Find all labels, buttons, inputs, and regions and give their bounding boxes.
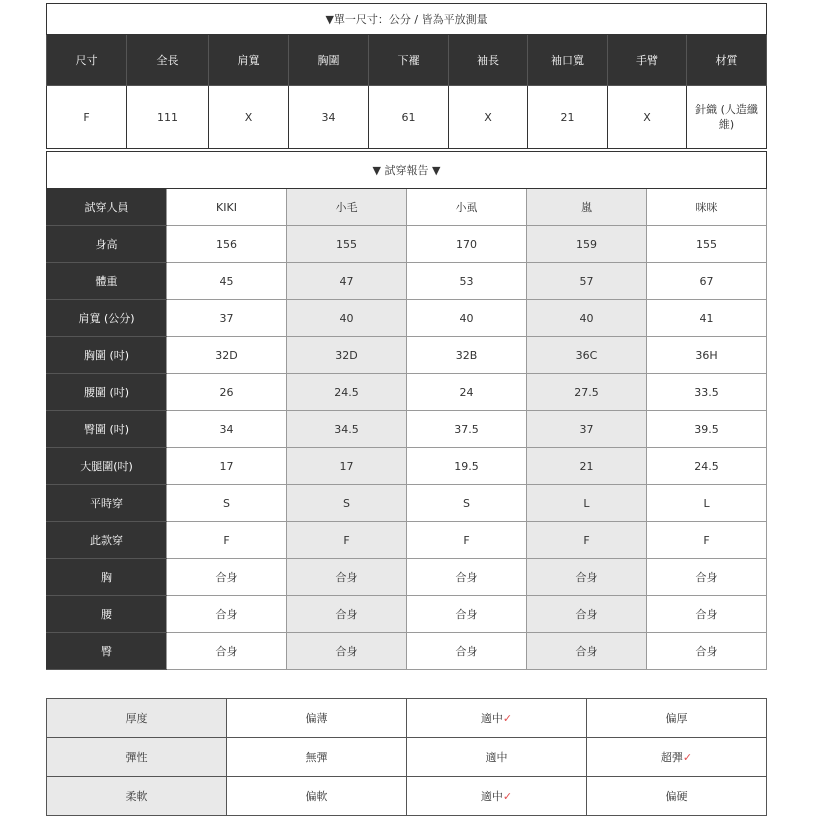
size-value-cell: 34 bbox=[289, 86, 369, 149]
fabric-feel-row bbox=[47, 699, 767, 738]
fabric-feel-label: 柔軟 bbox=[47, 777, 227, 816]
fabric-feel-option bbox=[227, 777, 407, 816]
fit-report-cell: 155 bbox=[287, 226, 407, 263]
fit-report-row bbox=[47, 596, 767, 633]
fit-report-row-label: 肩寬 (公分) bbox=[47, 300, 167, 337]
fabric-feel-table bbox=[46, 698, 767, 816]
fit-report-title: ▼ 試穿報告 ▼ bbox=[47, 152, 767, 189]
fit-report-cell: 57 bbox=[527, 263, 647, 300]
fit-report-cell: 159 bbox=[527, 226, 647, 263]
fit-report-cell: 32D bbox=[287, 337, 407, 374]
fit-report-cell: 小毛 bbox=[287, 189, 407, 226]
fit-report-row-label: 胸圍 (吋) bbox=[47, 337, 167, 374]
size-header-cell: 肩寬 bbox=[209, 35, 289, 86]
fabric-feel-option bbox=[407, 777, 587, 816]
fit-report-row bbox=[47, 633, 767, 670]
fit-report-cell: F bbox=[647, 522, 767, 559]
fit-report-row-label: 腰圍 (吋) bbox=[47, 374, 167, 411]
fit-report-row bbox=[47, 300, 767, 337]
fit-report-row-label: 試穿人員 bbox=[47, 189, 167, 226]
fit-report-cell: 合身 bbox=[287, 559, 407, 596]
fabric-feel-option bbox=[227, 738, 407, 777]
fit-report-cell: 咪咪 bbox=[647, 189, 767, 226]
fit-report-cell: F bbox=[167, 522, 287, 559]
fit-report-cell: 21 bbox=[527, 448, 647, 485]
fit-report-row-label: 大腿圍(吋) bbox=[47, 448, 167, 485]
fit-report-cell: 合身 bbox=[407, 596, 527, 633]
fit-report-cell: 合身 bbox=[167, 596, 287, 633]
size-value-cell: 針織 (人造纖維) bbox=[687, 86, 767, 149]
fabric-feel-row bbox=[47, 777, 767, 816]
fit-report-cell: S bbox=[167, 485, 287, 522]
size-chart-title: ▼單一尺寸：公分 / 皆為平放測量 bbox=[47, 4, 767, 35]
fit-report-row-label: 體重 bbox=[47, 263, 167, 300]
fit-report-cell: 24 bbox=[407, 374, 527, 411]
fabric-feel-option bbox=[407, 738, 587, 777]
fit-report-cell: F bbox=[287, 522, 407, 559]
fabric-feel-option-text: 偏硬 bbox=[665, 790, 688, 803]
fit-report-cell: 39.5 bbox=[647, 411, 767, 448]
fabric-feel-option-text: 超彈 bbox=[660, 751, 683, 764]
fit-report-cell: 17 bbox=[167, 448, 287, 485]
fit-report-cell: 26 bbox=[167, 374, 287, 411]
size-header-cell: 全長 bbox=[127, 35, 209, 86]
fit-report-cell: 24.5 bbox=[647, 448, 767, 485]
fit-report-cell: 合身 bbox=[167, 559, 287, 596]
fit-report-cell: 53 bbox=[407, 263, 527, 300]
fit-report-cell: 34 bbox=[167, 411, 287, 448]
fit-report-row bbox=[47, 189, 767, 226]
fit-report-cell: 40 bbox=[287, 300, 407, 337]
fit-report-cell: 合身 bbox=[527, 559, 647, 596]
fabric-feel-option-text: 偏軟 bbox=[305, 790, 328, 803]
fit-report-cell: 32D bbox=[167, 337, 287, 374]
fit-report-cell: 36C bbox=[527, 337, 647, 374]
fit-report-cell: 19.5 bbox=[407, 448, 527, 485]
size-chart-table bbox=[46, 3, 767, 149]
fit-report-cell: L bbox=[527, 485, 647, 522]
fit-report-cell: 34.5 bbox=[287, 411, 407, 448]
fabric-feel-option bbox=[587, 777, 767, 816]
fit-report-cell: 合身 bbox=[287, 596, 407, 633]
fit-report-row-label: 此款穿 bbox=[47, 522, 167, 559]
fit-report-cell: 67 bbox=[647, 263, 767, 300]
check-mark-icon: ✓ bbox=[682, 751, 693, 764]
size-value-cell: X bbox=[209, 86, 289, 149]
size-header-cell: 材質 bbox=[687, 35, 767, 86]
fit-report-cell: 合身 bbox=[407, 633, 527, 670]
fit-report-row bbox=[47, 226, 767, 263]
size-header-cell: 手臂 bbox=[608, 35, 687, 86]
fabric-feel-label: 彈性 bbox=[47, 738, 227, 777]
fit-report-cell: 合身 bbox=[407, 559, 527, 596]
size-header-cell: 胸圍 bbox=[289, 35, 369, 86]
fit-report-cell: 41 bbox=[647, 300, 767, 337]
fabric-feel-option-text: 適中 bbox=[480, 790, 503, 803]
fit-report-cell: 合身 bbox=[527, 633, 647, 670]
fit-report-cell: L bbox=[647, 485, 767, 522]
fit-report-cell: 33.5 bbox=[647, 374, 767, 411]
size-value-cell: 111 bbox=[127, 86, 209, 149]
fit-report-cell: 合身 bbox=[647, 633, 767, 670]
size-header-cell: 袖長 bbox=[449, 35, 528, 86]
fabric-feel-option bbox=[587, 738, 767, 777]
fabric-feel-label: 厚度 bbox=[47, 699, 227, 738]
size-value-cell: 61 bbox=[369, 86, 449, 149]
fit-report-cell: 37 bbox=[527, 411, 647, 448]
fit-report-cell: 合身 bbox=[647, 596, 767, 633]
fabric-feel-option-text: 偏厚 bbox=[665, 712, 688, 725]
fit-report-cell: 合身 bbox=[287, 633, 407, 670]
fit-report-cell: 合身 bbox=[167, 633, 287, 670]
fit-report-cell: F bbox=[527, 522, 647, 559]
fit-report-row bbox=[47, 522, 767, 559]
size-value-cell: X bbox=[608, 86, 687, 149]
fit-report-row bbox=[47, 411, 767, 448]
fit-report-cell: F bbox=[407, 522, 527, 559]
fit-report-cell: 40 bbox=[527, 300, 647, 337]
fit-report-cell: 合身 bbox=[647, 559, 767, 596]
fit-report-cell: 37 bbox=[167, 300, 287, 337]
fit-report-row-label: 平時穿 bbox=[47, 485, 167, 522]
fit-report-cell: 47 bbox=[287, 263, 407, 300]
fit-report-cell: 合身 bbox=[527, 596, 647, 633]
fit-report-row-label: 胸 bbox=[47, 559, 167, 596]
fit-report-cell: S bbox=[287, 485, 407, 522]
fit-report-cell: 17 bbox=[287, 448, 407, 485]
fit-report-cell: 嵐 bbox=[527, 189, 647, 226]
size-header-cell: 袖口寬 bbox=[528, 35, 608, 86]
size-value-cell: 21 bbox=[528, 86, 608, 149]
fit-report-row bbox=[47, 263, 767, 300]
fabric-feel-option-text: 偏薄 bbox=[305, 712, 328, 725]
fit-report-cell: 45 bbox=[167, 263, 287, 300]
fit-report-row-label: 臀 bbox=[47, 633, 167, 670]
fabric-feel-option bbox=[407, 699, 587, 738]
fit-report-row bbox=[47, 559, 767, 596]
fit-report-cell: 170 bbox=[407, 226, 527, 263]
fit-report-cell: 小虱 bbox=[407, 189, 527, 226]
fit-report-cell: KIKI bbox=[167, 189, 287, 226]
check-mark-icon: ✓ bbox=[502, 790, 513, 803]
fit-report-cell: 36H bbox=[647, 337, 767, 374]
fabric-feel-option-text: 無彈 bbox=[305, 751, 328, 764]
fit-report-row bbox=[47, 485, 767, 522]
fit-report-row bbox=[47, 337, 767, 374]
fit-report-cell: 156 bbox=[167, 226, 287, 263]
fit-report-row-label: 臀圍 (吋) bbox=[47, 411, 167, 448]
fit-report-row bbox=[47, 374, 767, 411]
fit-report-row bbox=[47, 448, 767, 485]
fit-report-cell: S bbox=[407, 485, 527, 522]
fit-report-cell: 40 bbox=[407, 300, 527, 337]
size-value-cell: X bbox=[449, 86, 528, 149]
fit-report-cell: 27.5 bbox=[527, 374, 647, 411]
size-header-cell: 尺寸 bbox=[47, 35, 127, 86]
fit-report-cell: 155 bbox=[647, 226, 767, 263]
fit-report-table bbox=[46, 151, 767, 670]
size-value-cell: F bbox=[47, 86, 127, 149]
check-mark-icon: ✓ bbox=[502, 712, 513, 725]
fabric-feel-option-text: 適中 bbox=[485, 751, 508, 764]
fit-report-row-label: 腰 bbox=[47, 596, 167, 633]
fit-report-cell: 37.5 bbox=[407, 411, 527, 448]
fabric-feel-option bbox=[227, 699, 407, 738]
fit-report-row-label: 身高 bbox=[47, 226, 167, 263]
fabric-feel-option-text: 適中 bbox=[480, 712, 503, 725]
size-header-cell: 下襬 bbox=[369, 35, 449, 86]
fabric-feel-option bbox=[587, 699, 767, 738]
fit-report-cell: 24.5 bbox=[287, 374, 407, 411]
fit-report-cell: 32B bbox=[407, 337, 527, 374]
fabric-feel-row bbox=[47, 738, 767, 777]
